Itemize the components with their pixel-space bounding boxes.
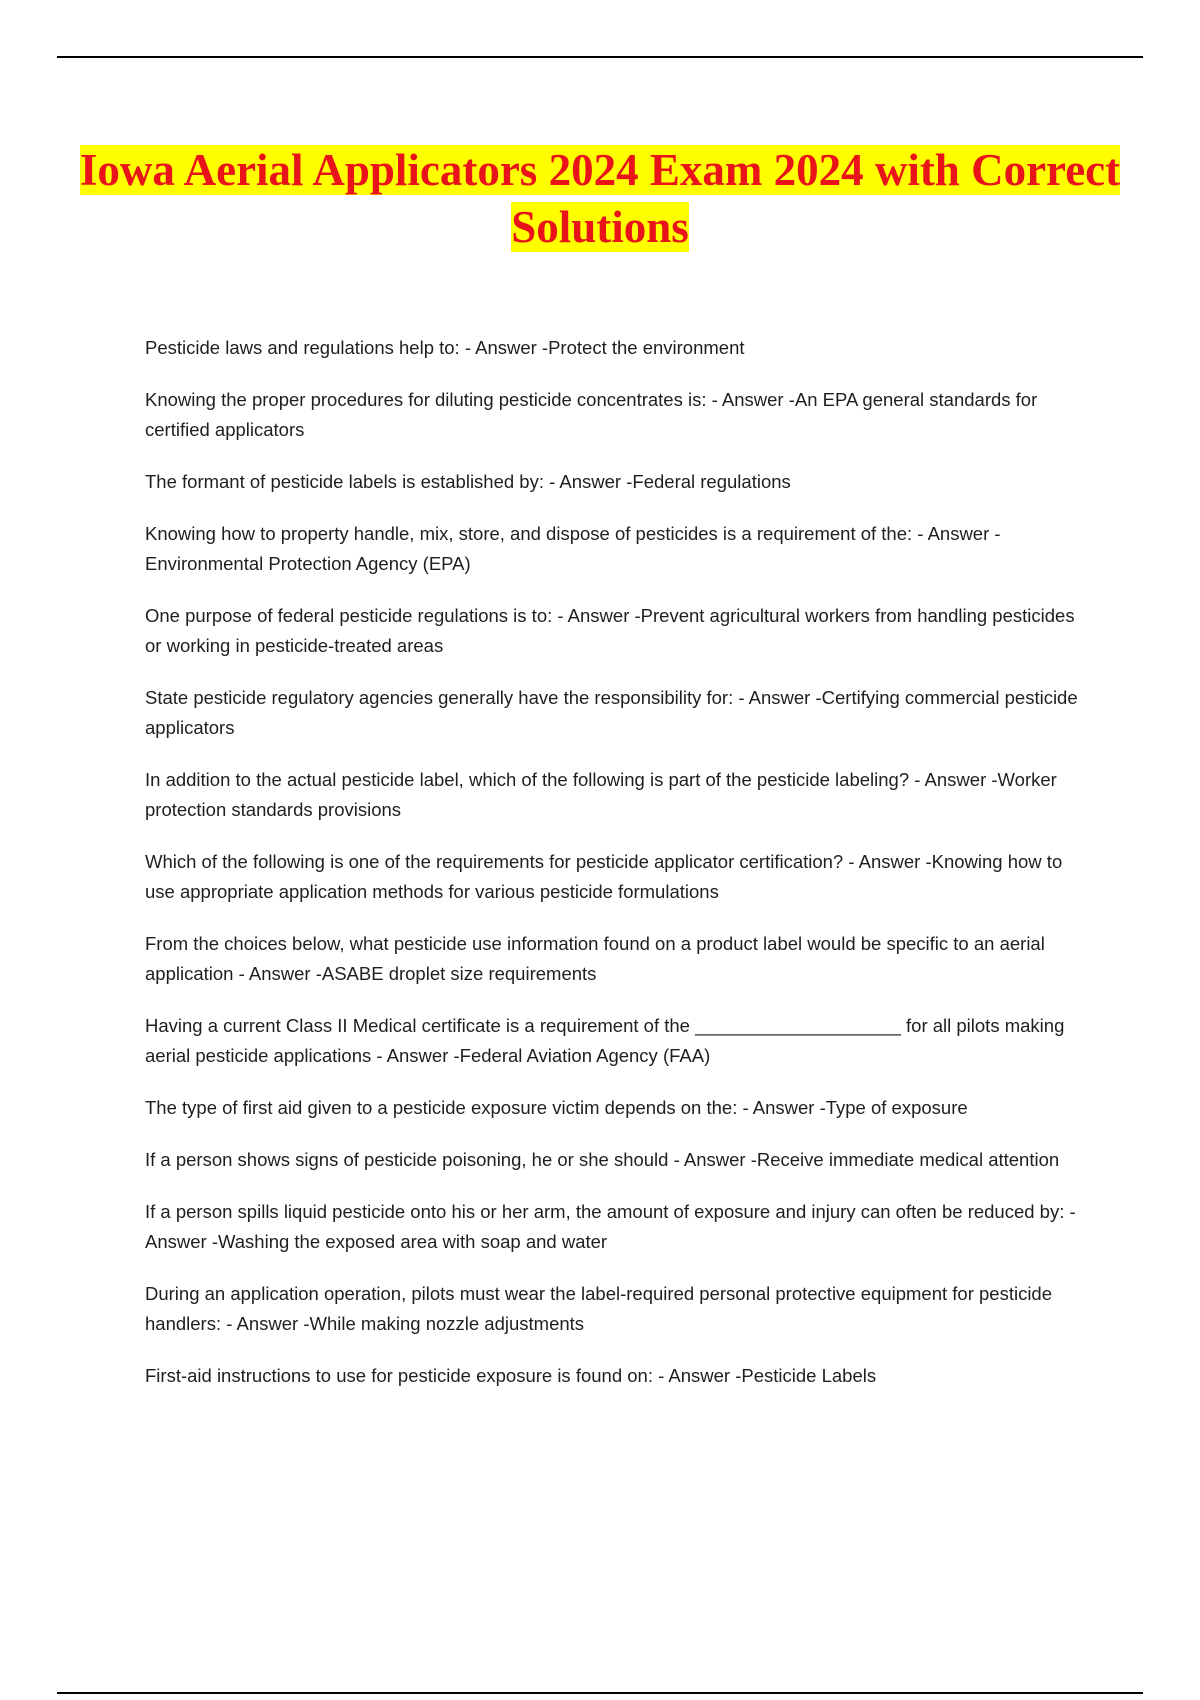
qa-item: If a person shows signs of pesticide poisoning, he or she should - Answer -Receive immediate medical attention [145, 1149, 1060, 1170]
qa-item: Which of the following is one of the requirements for pesticide applicator certification? - Answer -Knowing how to use appropriate application methods for various pesticide formulations [145, 851, 1063, 902]
qa-item: State pesticide regulatory agencies generally have the responsibility for: - Answer -Certifying commercial pesticide applicators [145, 687, 1078, 738]
qa-item: Having a current Class II Medical certificate is a requirement of the ____________________ for all pilots making aerial pesticide applications - Answer -Federal Aviation Agency (FAA) [145, 1015, 1065, 1066]
qa-item: Knowing how to property handle, mix, store, and dispose of pesticides is a requirement of the: - Answer -Environmental Protection Agency (EPA) [145, 523, 1001, 574]
qa-item: The formant of pesticide labels is established by: - Answer -Federal regulations [145, 471, 791, 492]
qa-item: The type of first aid given to a pesticide exposure victim depends on the: - Answer -Type of exposure [145, 1097, 968, 1118]
qa-item: Pesticide laws and regulations help to: - Answer -Protect the environment [145, 337, 745, 358]
top-rule [57, 56, 1143, 58]
page-title: Iowa Aerial Applicators 2024 Exam 2024 with Correct Solutions [79, 145, 1121, 252]
title-block [0, 142, 1200, 256]
qa-item: During an application operation, pilots must wear the label-required personal protective equipment for pesticide handlers: - Answer -While making nozzle adjustments [145, 1283, 1053, 1334]
qa-item: First-aid instructions to use for pesticide exposure is found on: - Answer -Pesticide Labels [145, 1365, 877, 1386]
qa-item: If a person spills liquid pesticide onto his or her arm, the amount of exposure and injury can often be reduced by: - Answer -Washing the exposed area with soap and water [145, 1201, 1076, 1252]
qa-item: From the choices below, what pesticide use information found on a product label would be specific to an aerial application - Answer -ASABE droplet size requirements [145, 933, 1045, 984]
qa-item: In addition to the actual pesticide label, which of the following is part of the pesticide labeling? - Answer -Worker protection standards provisions [145, 769, 1057, 820]
bottom-rule [57, 1692, 1143, 1694]
qa-list [145, 333, 1090, 1413]
qa-item: Knowing the proper procedures for diluting pesticide concentrates is: - Answer -An EPA general standards for certified applicators [145, 389, 1038, 440]
qa-item: One purpose of federal pesticide regulations is to: - Answer -Prevent agricultural workers from handling pesticides or working in pesticide-treated areas [145, 605, 1075, 656]
